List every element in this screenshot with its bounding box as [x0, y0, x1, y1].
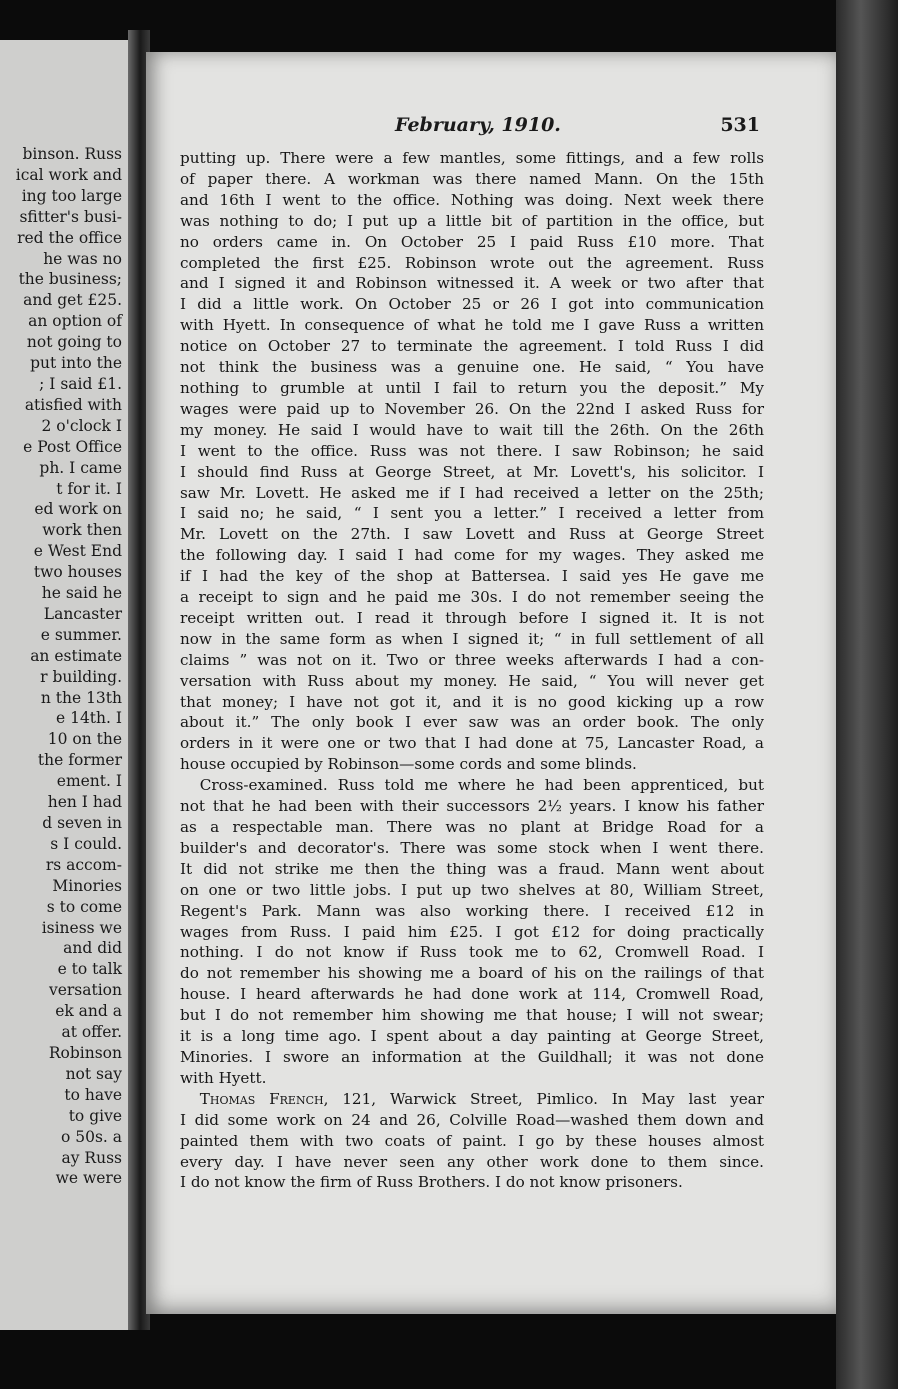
previous-page-line: an option of	[28, 312, 122, 331]
previous-page-line: Lancaster	[43, 604, 122, 623]
text-line: notice on October 27 to terminate the agreement. I told Russ I did	[180, 337, 764, 356]
previous-page-line: ed work on	[34, 500, 122, 519]
previous-page-line: the former	[37, 751, 122, 770]
text-line: now in the same form as when I signed it; “ in full settlement of all	[180, 629, 764, 648]
text-line: I do not know the firm of Russ Brothers. I do not know prisoners.	[180, 1173, 683, 1192]
text-line: house. I heard afterwards he had done work at 114, Cromwell Road,	[180, 985, 764, 1004]
text-line: every day. I have never seen any other work done to them since.	[180, 1152, 764, 1171]
text-line: and 16th I went to the office. Nothing was doing. Next week there	[180, 190, 764, 209]
witness-name: Thomas French	[199, 1089, 324, 1108]
text-line: claims ” was not on it. Two or three weeks afterwards I had a con-	[180, 650, 764, 669]
previous-page-line: s I could.	[50, 834, 122, 853]
text-line: orders in it were one or two that I had done at 75, Lancaster Road, a	[180, 734, 764, 753]
previous-page-line: put into the	[30, 354, 122, 373]
text-line: Minories. I swore an information at the Guildhall; it was not done	[180, 1047, 764, 1066]
previous-page-line: ement. I	[56, 772, 122, 791]
previous-page-line: e Post Office	[23, 437, 122, 456]
text-line: the following day. I said I had come for my wages. They asked me	[180, 546, 764, 565]
previous-page-line: ing too large	[21, 186, 122, 205]
text-line: receipt written out. I read it through before I signed it. It is not	[180, 608, 764, 627]
previous-page-text-fragments	[0, 144, 122, 1189]
text-line: not that he had been with their successors 2½ years. I know his father	[180, 797, 764, 816]
previous-page-line: s to come	[46, 897, 122, 916]
previous-page-line: binson. Russ	[22, 145, 122, 163]
right-background	[836, 0, 898, 1389]
previous-page-line: the business;	[18, 270, 122, 289]
paragraph-testimony	[180, 148, 764, 775]
previous-page-line: we were	[55, 1169, 122, 1188]
previous-page-line: rs accom-	[45, 855, 122, 874]
previous-page-line: Robinson	[48, 1043, 122, 1062]
text-line: about it.” The only book I ever saw was an order book. The only	[180, 713, 764, 732]
text-line: no orders came in. On October 25 I paid Russ £10 more. That	[180, 232, 764, 251]
text-line: that money; I have not got it, and it is no good kicking up a row	[180, 692, 764, 711]
text-line: of paper there. A workman was there named Mann. On the 15th	[180, 169, 764, 188]
text-line: I went to the office. Russ was not there. I saw Robinson; he said	[180, 441, 764, 460]
text-line-rest: , 121, Warwick Street, Pimlico. In May last year	[323, 1089, 764, 1108]
text-line: Cross-examined. Russ told me where he had been apprenticed, but	[199, 776, 764, 795]
text-line: versation with Russ about my money. He said, “ You will never get	[180, 671, 764, 690]
text-line: with Hyett. In consequence of what he told me I gave Russ a written	[180, 316, 764, 335]
text-line: I did a little work. On October 25 or 26 I got into communication	[180, 295, 764, 314]
text-line: Mr. Lovett on the 27th. I saw Lovett and Russ at George Street	[180, 525, 764, 544]
text-line: wages were paid up to November 26. On the 22nd I asked Russ for	[180, 399, 764, 418]
text-line: my money. He said I would have to wait till the 26th. On the 26th	[180, 420, 764, 439]
text-line: completed the first £25. Robinson wrote out the agreement. Russ	[180, 253, 764, 272]
text-line: I should find Russ at George Street, at Mr. Lovett's, his solicitor. I	[180, 462, 764, 481]
header-date: February, 1910.	[395, 114, 561, 136]
paragraph-cross-examined	[180, 775, 764, 1089]
previous-page-line: and did	[63, 939, 122, 958]
text-line: putting up. There were a few mantles, some fittings, and a few rolls	[180, 149, 764, 167]
text-line: but I do not remember him showing me that house; I will not swear;	[180, 1006, 764, 1025]
previous-page-line: r building.	[40, 667, 122, 686]
previous-page-line: d seven in	[42, 814, 122, 832]
previous-page-line: he was no	[43, 249, 122, 268]
previous-page-line: ; I said £1.	[39, 374, 122, 393]
previous-page-line: atisfied with	[24, 395, 122, 414]
text-line: nothing to grumble at until I fail to return you the deposit.” My	[180, 378, 764, 397]
previous-page-line: ek and a	[55, 1002, 122, 1021]
text-line: wages from Russ. I paid him £25. I got £12 for doing practically	[180, 922, 764, 941]
text-line: a receipt to sign and he paid me 30s. I do not remember seeing the	[180, 588, 764, 607]
previous-page-line: isiness we	[41, 918, 122, 937]
text-line: It did not strike me then the thing was a fraud. Mann went about	[180, 859, 764, 878]
previous-page-line: e to talk	[57, 960, 122, 979]
previous-page-line: at offer.	[61, 1023, 122, 1042]
previous-page-line: e 14th. I	[55, 709, 122, 728]
previous-page-line: versation	[48, 981, 122, 1000]
previous-page-line: sfitter's busi-	[19, 207, 122, 226]
previous-page-line: n the 13th	[40, 688, 122, 707]
previous-page-line: to give	[68, 1106, 122, 1125]
previous-page-line: ay Russ	[61, 1148, 122, 1167]
text-line	[180, 1089, 764, 1110]
text-line: I said no; he said, “ I sent you a letter.” I received a letter from	[180, 504, 764, 523]
text-line: was nothing to do; I put up a little bit of partition in the office, but	[180, 211, 764, 230]
text-line: painted them with two coats of paint. I go by these houses almost	[180, 1131, 764, 1150]
text-line: on one or two little jobs. I put up two shelves at 80, William Street,	[180, 880, 764, 899]
page-number: 531	[720, 114, 760, 136]
previous-page-line: 2 o'clock I	[41, 416, 122, 435]
body-text	[180, 148, 764, 1193]
previous-page-line: an estimate	[30, 646, 122, 665]
previous-page-line: hen I had	[47, 793, 122, 812]
text-line: not think the business was a genuine one. He said, “ You have	[180, 358, 764, 377]
previous-page-line: red the office	[17, 228, 122, 247]
previous-page-line: ical work and	[15, 165, 122, 184]
previous-page-line: t for it. I	[56, 479, 122, 498]
text-line: as a respectable man. There was no plant at Bridge Road for a	[180, 818, 764, 836]
previous-page-line: two houses	[33, 563, 122, 582]
previous-page-line: e West End	[33, 542, 122, 561]
previous-page-line: and get £25.	[23, 291, 122, 310]
text-line: with Hyett.	[180, 1068, 267, 1087]
previous-page-line: e summer.	[40, 625, 122, 644]
previous-page-line: o 50s. a	[60, 1127, 122, 1146]
text-line: Regent's Park. Mann was also working there. I received £12 in	[180, 901, 764, 920]
text-line: do not remember his showing me a board of his on the railings of that	[180, 964, 764, 983]
previous-page-line: work then	[42, 521, 122, 540]
previous-page-line: ph. I came	[39, 458, 122, 477]
previous-page-line: Minories	[52, 876, 122, 895]
previous-page-line: not say	[65, 1064, 122, 1083]
text-line: and I signed it and Robinson witnessed it. A week or two after that	[180, 274, 764, 293]
previous-page-line: not going to	[26, 333, 122, 352]
previous-page-line: 10 on the	[47, 730, 122, 749]
running-header	[395, 112, 760, 142]
text-line: builder's and decorator's. There was some stock when I went there.	[180, 838, 764, 857]
paragraph-thomas-french	[180, 1089, 764, 1194]
previous-page-edge	[0, 40, 132, 1330]
previous-page-line: he said he	[41, 584, 122, 603]
previous-page-line: to have	[64, 1085, 122, 1104]
text-line: it is a long time ago. I spent about a day painting at George Street,	[180, 1027, 764, 1046]
text-line: saw Mr. Lovett. He asked me if I had received a letter on the 25th;	[180, 483, 764, 502]
text-line: if I had the key of the shop at Battersea. I said yes He gave me	[180, 567, 764, 586]
text-line: house occupied by Robinson—some cords and some blinds.	[180, 755, 637, 774]
text-line: nothing. I do not know if Russ took me to 62, Cromwell Road. I	[180, 943, 764, 962]
text-line: I did some work on 24 and 26, Colville Road—washed them down and	[180, 1110, 764, 1129]
